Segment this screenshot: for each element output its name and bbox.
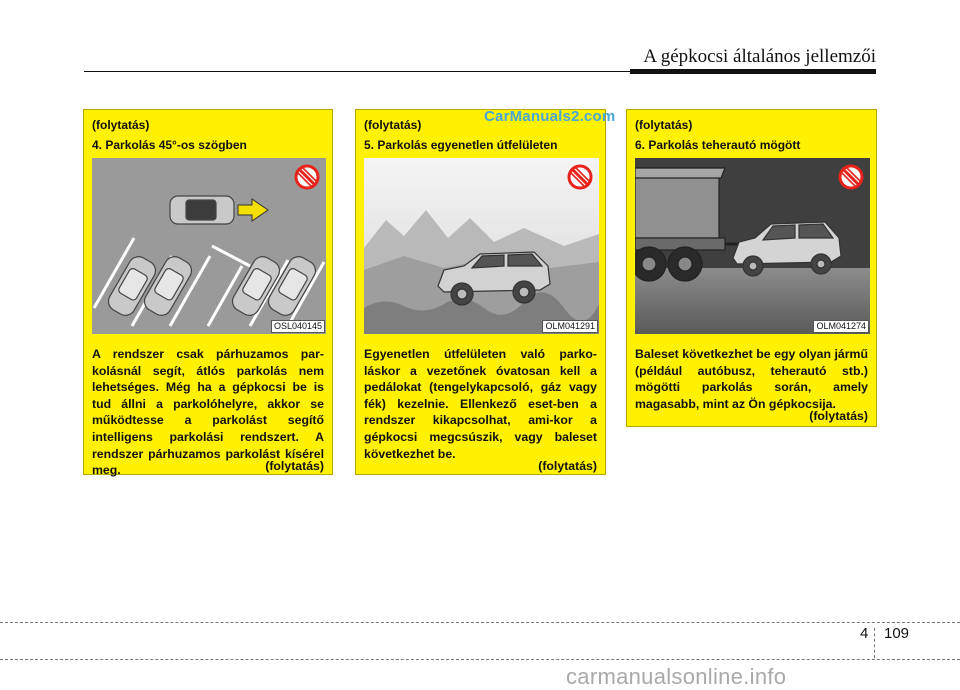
image-code: OLM041291	[542, 320, 598, 333]
truck-parking-illustration	[635, 158, 870, 334]
section-title: A gépkocsi általános jellemzői	[643, 46, 876, 67]
angled-parking-illustration	[92, 158, 326, 334]
image-code: OSL040145	[271, 320, 325, 333]
panel-behind-truck	[626, 109, 877, 427]
prohibition-icon	[294, 164, 320, 190]
panel-uneven-surface	[355, 109, 606, 475]
continued-label: (folytatás)	[92, 118, 150, 132]
panel-heading: 4. Parkolás 45°-os szögben	[92, 138, 247, 152]
watermark-link[interactable]: CarManuals2.com	[484, 108, 616, 125]
continues-label: (folytatás)	[538, 459, 597, 473]
continues-label: (folytatás)	[809, 409, 868, 423]
panel-body: Egyenetlen útfelületen való parko-láskor a vezetőnek óvatosan kell a pedálokat (tengelykapcsoló, gáz vagy fék) kezelnie. Ellenkező eset-ben a rendszer kikapcsolhat, ami-kor a gépkocsi megcsúszik, vagy baleset következhet be.	[364, 347, 597, 461]
continued-label: (folytatás)	[635, 118, 693, 132]
panel-parking-45-degrees	[83, 109, 333, 478]
prohibition-icon	[567, 164, 593, 190]
footer-rule	[0, 622, 960, 623]
prohibition-icon	[838, 164, 864, 190]
image-code: OLM041274	[813, 320, 869, 333]
continued-label: (folytatás)	[364, 118, 422, 132]
panel-heading: 5. Parkolás egyenetlen útfelületen	[364, 138, 558, 152]
watermark-footer[interactable]: carmanualsonline.info	[566, 664, 787, 689]
chapter-number: 4	[860, 625, 869, 642]
uneven-surface-illustration	[364, 158, 599, 334]
footer-divider	[874, 628, 875, 658]
panel-heading: 6. Parkolás teherautó mögött	[635, 138, 801, 152]
panel-body: A rendszer csak párhuzamos par-kolásnál segít, átlós parkolás nem lehetséges. Még ha a gépkocsi be is tud állni a parkolóhelyre, akkor se működtesse a parkolást segítő intelligens parkolási rendszert. A rendszer párhuzamos parkolást kísérel meg.	[92, 347, 324, 478]
page-number: 109	[884, 625, 910, 642]
continues-label: (folytatás)	[265, 459, 324, 473]
footer-rule-bottom	[0, 659, 960, 660]
panel-body: Baleset következhet be egy olyan jármű (például autóbusz, teherautó stb.) mögötti parkolás során, amely magasabb, mint az Ön gépkocsija.	[635, 347, 868, 411]
header-rule-accent	[630, 69, 876, 74]
